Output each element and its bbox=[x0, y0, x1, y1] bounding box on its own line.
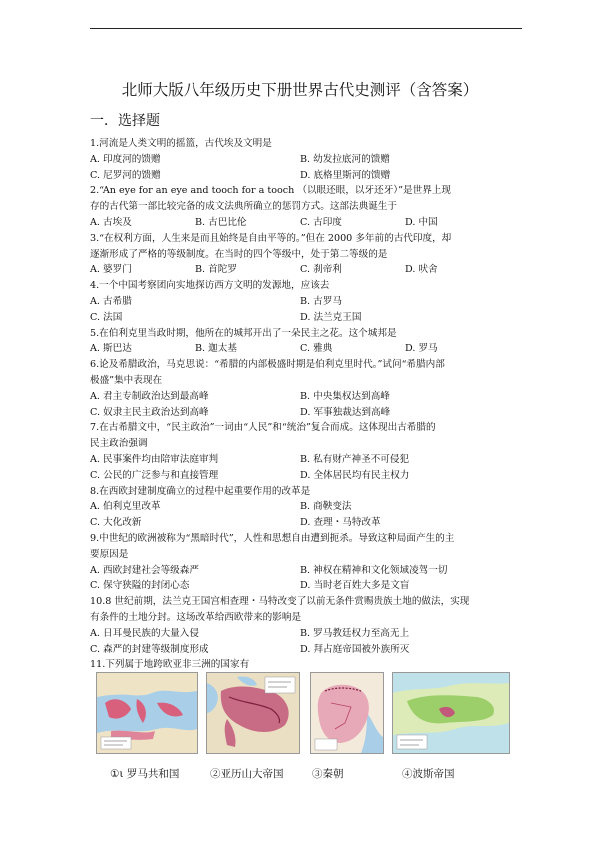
option-row bbox=[90, 168, 530, 184]
answer-option[interactable]: D. 军事独裁达到高峰 bbox=[300, 406, 391, 418]
page-title: 北师大版八年级历史下册世界古代史测评（含答案） bbox=[121, 81, 479, 99]
option-row bbox=[90, 499, 530, 515]
question-stem: 极盛”集中表现在 bbox=[90, 374, 163, 386]
question-10 bbox=[90, 594, 530, 657]
question-stem: 有条件的土地分封。这场改革给西欧带来的影响是 bbox=[90, 611, 302, 623]
question-5 bbox=[90, 326, 530, 358]
answer-option[interactable]: A. 伯利克里改革 bbox=[90, 501, 161, 513]
answer-option[interactable]: D. 法兰克王国 bbox=[300, 311, 362, 323]
question-11 bbox=[90, 657, 530, 673]
option-row bbox=[90, 389, 530, 405]
answer-option[interactable]: D. 当时老百姓大多是文盲 bbox=[300, 580, 410, 592]
question-4 bbox=[90, 278, 530, 325]
answer-option[interactable]: B. 神权在精神和文化领域凌驾一切 bbox=[300, 564, 448, 576]
answer-option[interactable]: C. 古印度 bbox=[300, 216, 342, 228]
answer-option[interactable]: B. 私有财产神圣不可侵犯 bbox=[300, 453, 410, 465]
answer-option[interactable]: D. 查理・马特改革 bbox=[300, 517, 381, 529]
question-stem: 8.在西欧封建制度确立的过程中起重要作用的改革是 bbox=[90, 485, 311, 497]
option-row bbox=[90, 262, 530, 278]
answer-option[interactable]: B. 首陀罗 bbox=[195, 264, 237, 276]
question-stem: 11.下列属于地跨欧亚非三洲的国家有 bbox=[90, 659, 250, 671]
question-stem: 2.“An eye for an eye and tooch for a tooch （以眼还眼，以牙还牙）”是世界上现 bbox=[90, 185, 451, 197]
question-2 bbox=[90, 183, 530, 230]
answer-option[interactable]: B. 罗马教廷权力至高无上 bbox=[300, 627, 410, 639]
map-roman-republic bbox=[96, 672, 198, 754]
answer-option[interactable]: D. 底格里斯河的馈赠 bbox=[300, 169, 391, 181]
section-heading: 一．选择题 bbox=[90, 113, 160, 129]
answer-option[interactable]: C. 大化改新 bbox=[90, 517, 142, 529]
answer-option[interactable]: A. 斯巴达 bbox=[90, 343, 132, 355]
question-stem: 4.一个中国考察团向实地探访西方文明的发源地，应该去 bbox=[90, 280, 330, 292]
answer-option[interactable]: A. 西欧封建社会等级森严 bbox=[90, 564, 199, 576]
answer-option[interactable]: B. 商鞅变法 bbox=[300, 501, 352, 513]
option-row bbox=[90, 578, 530, 594]
question-1 bbox=[90, 136, 530, 183]
option-row bbox=[90, 294, 530, 310]
option-row bbox=[90, 563, 530, 579]
answer-option[interactable]: A. 婆罗门 bbox=[90, 264, 132, 276]
caption-1: ①ι 罗马共和国 bbox=[110, 768, 180, 780]
answer-option[interactable]: A. 古埃及 bbox=[90, 216, 132, 228]
question-8 bbox=[90, 484, 530, 531]
answer-option[interactable]: A. 古希腊 bbox=[90, 295, 132, 307]
option-row bbox=[90, 310, 530, 326]
answer-option[interactable]: B. 中央集权达到高峰 bbox=[300, 390, 390, 402]
answer-option[interactable]: C. 奴隶主民主政治达到高峰 bbox=[90, 406, 209, 418]
header-rule bbox=[90, 28, 522, 29]
question-7 bbox=[90, 420, 530, 483]
answer-option[interactable]: A. 君主专制政治达到最高峰 bbox=[90, 390, 209, 402]
question-3 bbox=[90, 231, 530, 278]
answer-option[interactable]: A. 民事案件均由陪审法庭审判 bbox=[90, 453, 219, 465]
question-stem: 5.在伯利克里当政时期，他所在的城邦开出了一朵民主之花。这个城邦是 bbox=[90, 327, 397, 339]
answer-option[interactable]: C. 刹帝利 bbox=[300, 264, 342, 276]
question-stem: 9.中世纪的欧洲被称为“黑暗时代”，人性和思想自由遭到扼杀。导致这种局面产生的主 bbox=[90, 532, 455, 544]
option-row bbox=[90, 405, 530, 421]
option-row bbox=[90, 515, 530, 531]
question-stem: 10.8 世纪前期，法兰克王国宫相查理・马特改变了以前无条件赏赐贵族土地的做法，实现 bbox=[90, 596, 470, 608]
answer-option[interactable]: A. 印度河的馈赠 bbox=[90, 153, 161, 165]
answer-option[interactable]: B. 古罗马 bbox=[300, 295, 342, 307]
question-6 bbox=[90, 357, 530, 420]
question-stem: 要原因是 bbox=[90, 548, 129, 560]
answer-option[interactable]: C. 森严的封建等级制度形成 bbox=[90, 643, 209, 655]
map-row bbox=[96, 672, 526, 752]
answer-option[interactable]: D. 吠舍 bbox=[405, 264, 438, 276]
answer-option[interactable]: B. 古巴比伦 bbox=[195, 216, 247, 228]
caption-2: ②亚历山大帝国 bbox=[210, 768, 284, 780]
map-persian-empire bbox=[392, 672, 510, 754]
option-row bbox=[90, 642, 530, 658]
option-row bbox=[90, 468, 530, 484]
question-stem: 存的古代第一部比较完备的成文法典所确立的惩罚方式。这部法典诞生于 bbox=[90, 201, 397, 213]
answer-option[interactable]: D. 中国 bbox=[405, 216, 438, 228]
question-stem: 1.河流是人类文明的摇篮，古代埃及文明是 bbox=[90, 138, 272, 149]
answer-option[interactable]: D. 全体居民均有民主权力 bbox=[300, 469, 410, 481]
caption-4: ④波斯帝国 bbox=[402, 768, 455, 780]
answer-option[interactable]: B. 迦太基 bbox=[195, 343, 237, 355]
question-stem: 3.“在权利方面，人生来是而且始终是自由平等的。”但在 2000 多年前的古代印度，却 bbox=[90, 232, 452, 244]
map-alexander-empire bbox=[206, 672, 300, 754]
option-row bbox=[90, 341, 530, 357]
question-stem: 6.论及希腊政治，马克思说：“希腊的内部极盛时期是伯利克里时代。”试问“希腊内部 bbox=[90, 359, 445, 371]
answer-option[interactable]: C. 雅典 bbox=[300, 343, 333, 355]
answer-option[interactable]: C. 公民的广泛参与和直接管理 bbox=[90, 469, 219, 481]
answer-option[interactable]: B. 幼发拉底河的馈赠 bbox=[300, 153, 390, 165]
answer-option[interactable]: D. 拜占庭帝国被外族所灭 bbox=[300, 643, 410, 655]
option-row bbox=[90, 626, 530, 642]
question-stem: 7.在古希腊文中，“民主政治”一词由“人民”和“统治”复合而成。这体现出古希腊的 bbox=[90, 422, 436, 434]
answer-option[interactable]: C. 保守狭隘的封闭心态 bbox=[90, 580, 190, 592]
option-row bbox=[90, 215, 530, 231]
question-list bbox=[90, 136, 530, 673]
answer-option[interactable]: C. 法国 bbox=[90, 311, 123, 323]
option-row bbox=[90, 152, 530, 168]
answer-option[interactable]: D. 罗马 bbox=[405, 343, 438, 355]
question-9 bbox=[90, 531, 530, 594]
caption-3: ③秦朝 bbox=[312, 768, 344, 780]
answer-option[interactable]: C. 尼罗河的馈赠 bbox=[90, 169, 161, 181]
option-row bbox=[90, 452, 530, 468]
question-stem: 逐渐形成了严格的等级制度。在当时的四个等级中，处于第二等级的是 bbox=[90, 248, 388, 260]
answer-option[interactable]: A. 日耳曼民族的大量入侵 bbox=[90, 627, 199, 639]
map-qin-dynasty bbox=[310, 672, 384, 754]
question-stem: 民主政治强调 bbox=[90, 438, 148, 450]
